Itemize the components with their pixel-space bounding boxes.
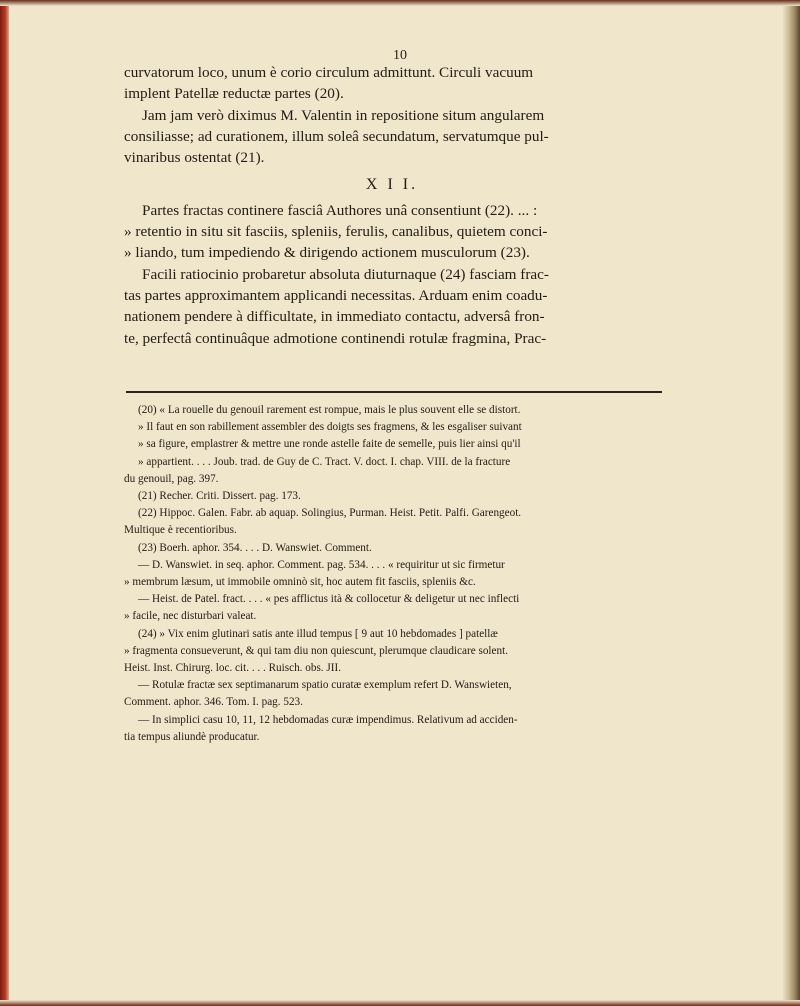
paragraph-1 [124, 62, 660, 105]
footnote-line: — D. Wanswiet. in seq. aphor. Comment. pag. 534. . . . « requiritur ut sic firmetur [138, 558, 505, 571]
page-number: 10 [393, 48, 407, 63]
footnotes [124, 402, 662, 746]
text-line: » retentio in situ sit fasciis, spleniis, ferulis, canalibus, quietem conci- [124, 223, 548, 241]
section-heading: X I I. [365, 176, 419, 194]
text-line: nationem pendere à difficultate, in immediato contactu, adversâ fron- [124, 308, 545, 326]
text-line: curvatorum loco, unum è corio circulum admittunt. Circuli vacuum [124, 64, 534, 81]
footnote-line: du genouil, pag. 397. [124, 472, 219, 485]
text-line: Facili ratiocinio probaretur absoluta diuturnaque (24) fasciam frac- [142, 265, 549, 283]
main-text [124, 62, 660, 349]
footnote-line: tia tempus aliundè producatur. [124, 730, 260, 743]
footnote-rule [126, 391, 662, 393]
footnote-line: Heist. Inst. Chirurg. loc. cit. . . . Ruisch. obs. JII. [124, 662, 342, 675]
footnote-line: — Heist. de Patel. fract. . . . « pes afflictus ità & collocetur & deligetur ut nec inflecti [138, 593, 520, 606]
text-line: te, perfectâ continuâque admotione continendi rotulæ fragmina, Prac- [124, 329, 547, 347]
paragraph-2 [124, 105, 660, 169]
text-line: consiliasse; ad curationem, illum soleâ secundatum, servatumque pul- [124, 127, 549, 145]
text-line: implent Patellæ reductæ partes (20). [124, 85, 344, 103]
page-edge [782, 0, 800, 1006]
footnote-line: (21) Recher. Criti. Dissert. pag. 173. [138, 490, 301, 503]
text-line: Jam jam verò diximus M. Valentin in repositione situm angularem [142, 106, 545, 124]
text-line: » liando, tum impediendo & dirigendo actionem musculorum (23). [124, 244, 530, 262]
footnote-line: (24) » Vix enim glutinari satis ante illud tempus [ 9 aut 10 hebdomades ] patellæ [138, 627, 498, 640]
footnote-line: — Rotulæ fractæ sex septimanarum spatio curatæ exemplum refert D. Wanswieten, [138, 679, 512, 692]
footnote-line: » facile, nec disturbari valeat. [124, 610, 257, 623]
paragraph-4 [124, 264, 660, 349]
footnote-line: — In simplici casu 10, 11, 12 hebdomadas curæ impendimus. Relativum ad acciden- [138, 713, 518, 726]
footnote-line: » Il faut en son rabillement assembler des doigts ses fragmens, & les esgaliser suivant [138, 421, 522, 434]
paragraph-3 [124, 200, 660, 264]
footnote-line: (22) Hippoc. Galen. Fabr. ab aquap. Solingius, Purman. Heist. Petit. Palfi. Garengeot. [138, 507, 522, 520]
bottom-edge [0, 1000, 800, 1006]
footnote-line: Multique è recentioribus. [124, 524, 237, 537]
footnote-line: » sa figure, emplastrer & mettre une ronde astelle faite de semelle, puis lier ainsi qu'il [138, 438, 521, 451]
footnote-line: (23) Boerh. aphor. 354. . . . D. Wanswiet. Comment. [138, 541, 372, 554]
footnote-line: » appartient. . . . Joub. trad. de Guy de C. Tract. V. doct. I. chap. VIII. de la fracture [138, 455, 511, 468]
top-edge [0, 0, 800, 6]
text-line: tas partes approximantem applicandi necessitas. Arduam enim coadu- [124, 286, 548, 304]
text-line: Partes fractas continere fasciâ Authores unâ consentiunt (22). ... : [142, 201, 538, 219]
footnote-line: » fragmenta consueverunt, & qui tam diu non quiescunt, plerumque claudicare solent. [124, 644, 508, 657]
text-line: vinaribus ostentat (21). [124, 149, 265, 167]
footnote-line: » membrum læsum, ut immobile omninò sit, hoc autem fit fasciis, spleniis &c. [124, 576, 476, 589]
binding-edge [0, 0, 9, 1006]
footnote-line: Comment. aphor. 346. Tom. I. pag. 523. [124, 696, 303, 709]
footnote-line: (20) « La rouelle du genouil rarement est rompue, mais le plus souvent elle se distort. [138, 404, 521, 416]
